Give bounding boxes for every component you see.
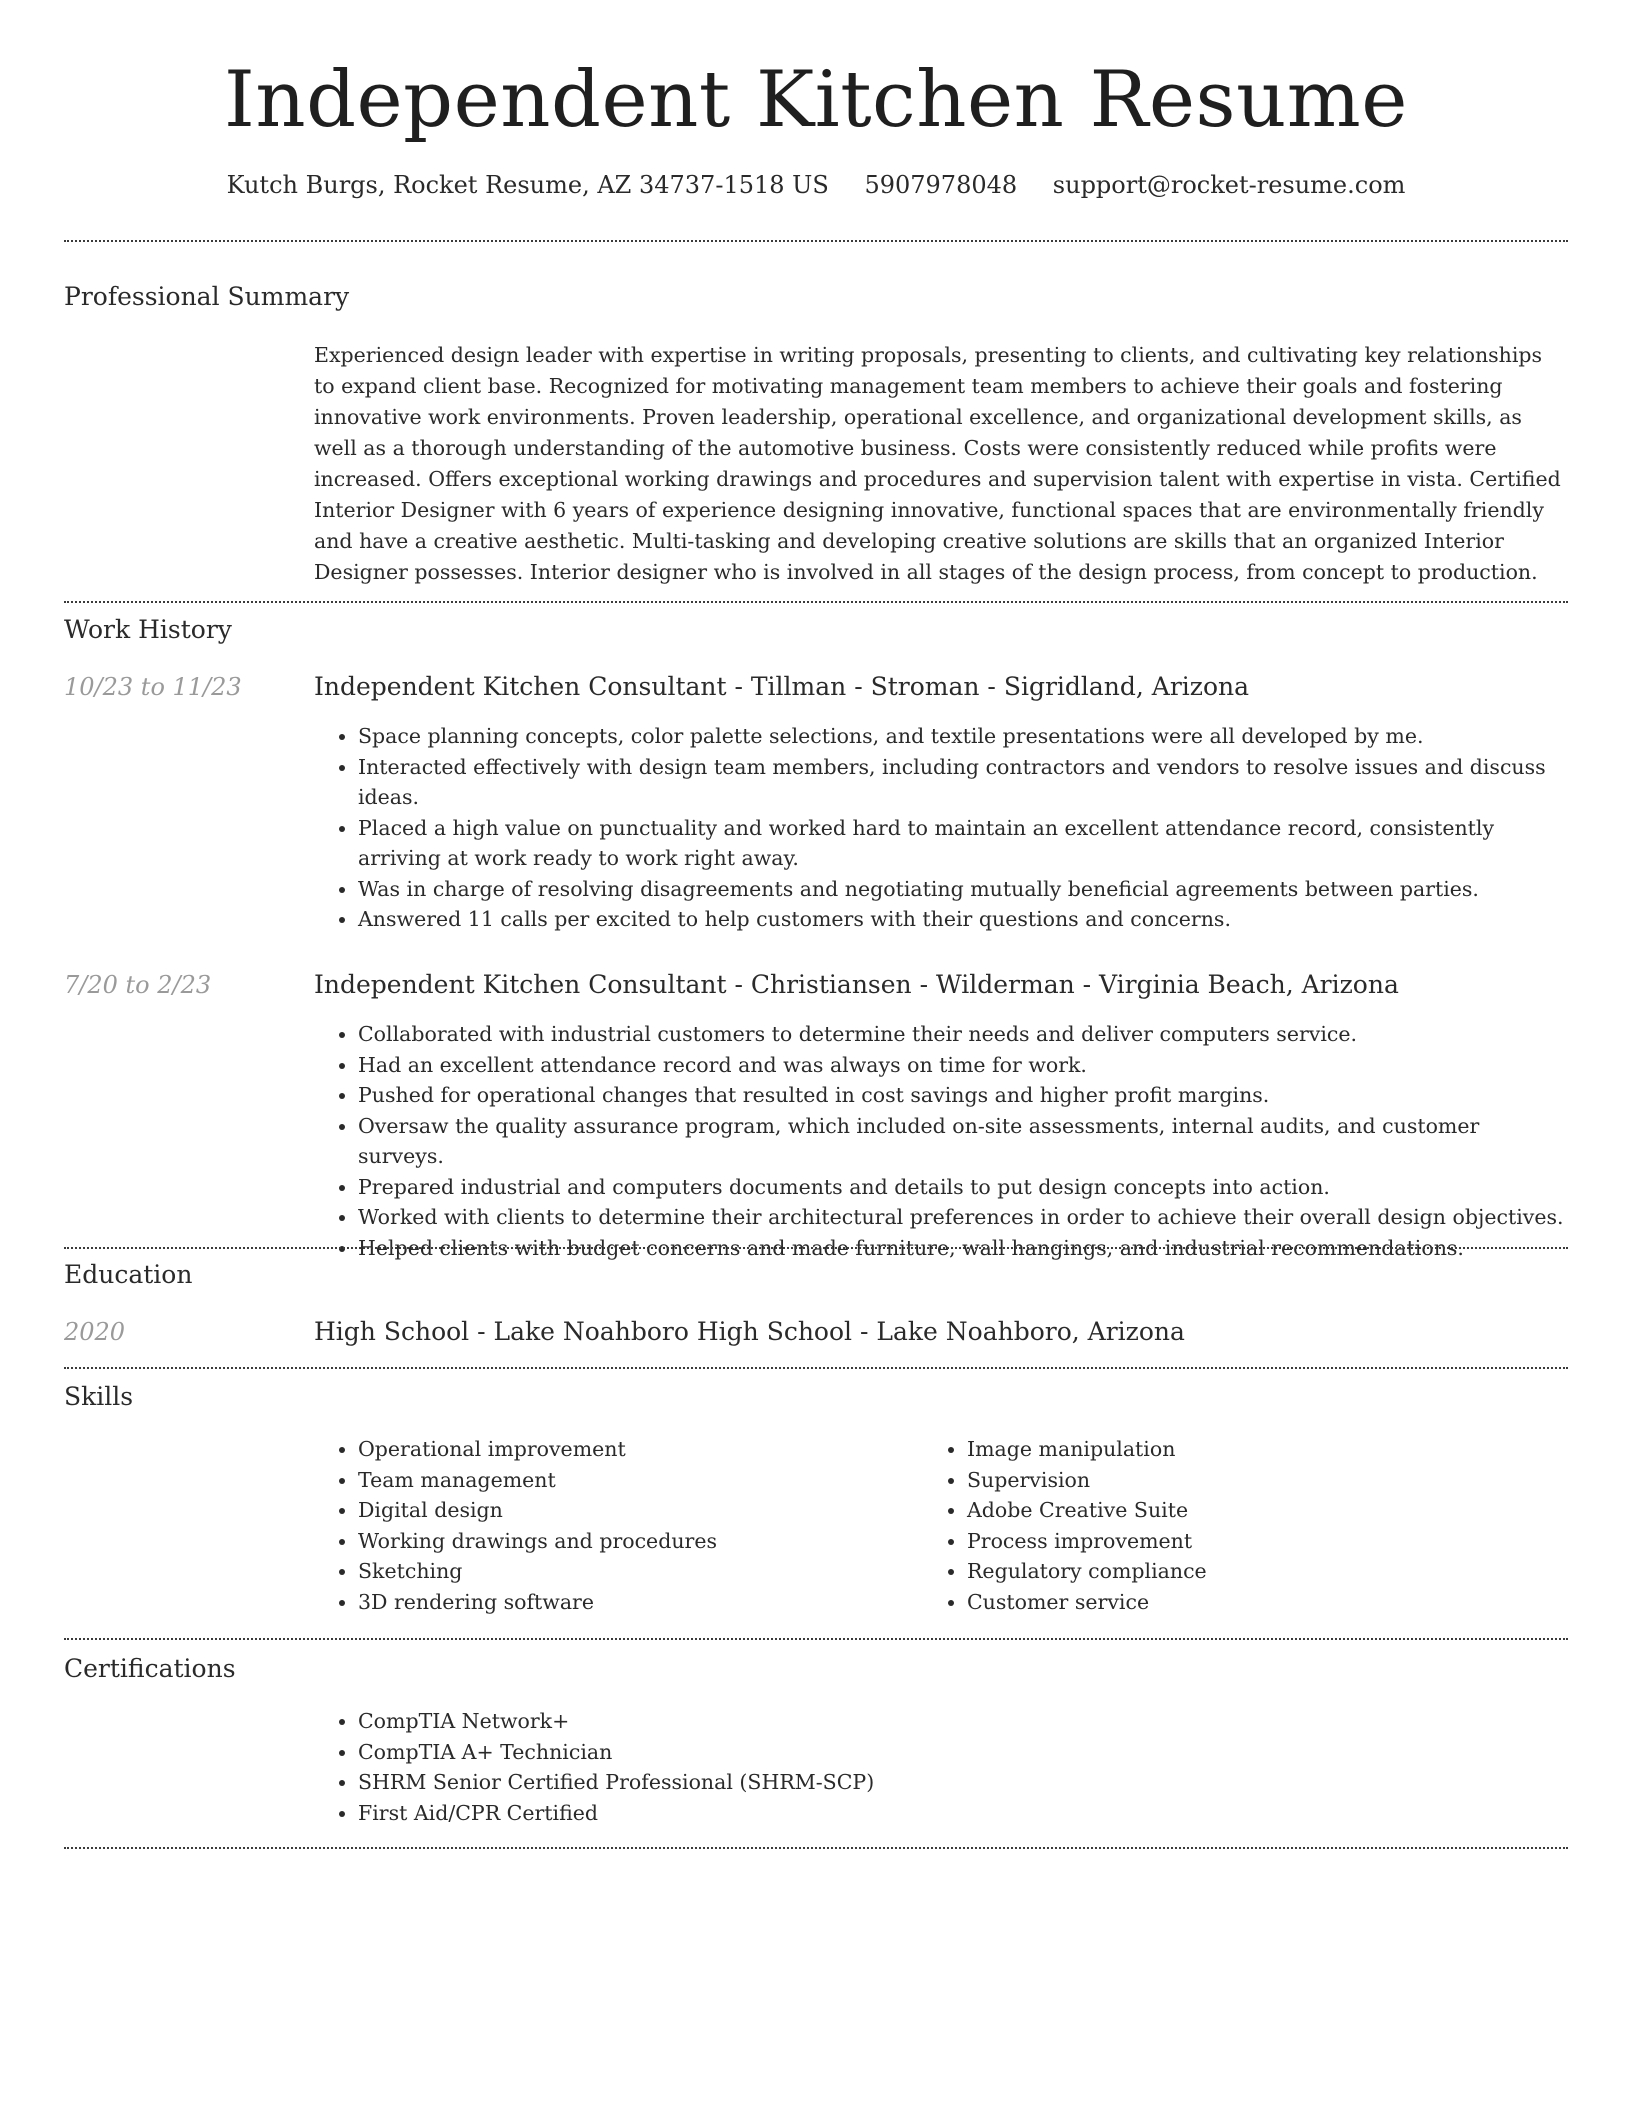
divider: [64, 1247, 1568, 1249]
list-item: • First Aid/CPR Certified: [358, 1798, 1568, 1829]
list-item: • CompTIA Network+: [358, 1706, 1568, 1737]
divider: [64, 240, 1568, 242]
list-item: • Process improvement: [967, 1526, 1563, 1557]
list-item: • Prepared industrial and computers documents and details to put design concepts into action.: [358, 1172, 1568, 1203]
divider: [64, 1367, 1568, 1369]
contact-phone: 5907978048: [864, 171, 1018, 199]
list-item: • 3D rendering software: [358, 1587, 914, 1618]
section-title-skills: Skills: [64, 1382, 134, 1411]
list-item: • Supervision: [967, 1465, 1563, 1496]
list-item: • Oversaw the quality assurance program, which included on-site assessments, internal audits, and customer surveys.: [358, 1111, 1568, 1172]
list-item: • Space planning concepts, color palette selections, and textile presentations were all developed by me.: [358, 721, 1568, 752]
divider: [64, 1847, 1568, 1849]
skills-list-left: [314, 1434, 914, 1617]
summary-text: Experienced design leader with expertise in writing proposals, presenting to clients, and cultivating key relationships to expand client base. Recognized for motivating management team members to achieve their goals and fostering innovative work environments. Proven leadership, operational excellence, and organizational development skills, as well as a thorough understanding of the automotive business. Costs were consistently reduced while profits were increased. Offers exceptional working drawings and procedures and supervision talent with expertise in vista. Certified Interior Designer with 6 years of experience designing innovative, functional spaces that are environmentally friendly and have a creative aesthetic. Multi-tasking and developing creative solutions are skills that an organized Interior Designer possesses. Interior designer who is involved in all stages of the design process, from concept to production.: [314, 343, 1561, 584]
list-item: • Answered 11 calls per excited to help customers with their questions and concerns.: [358, 904, 1568, 935]
job-title: Independent Kitchen Consultant - Christiansen - Wilderman - Virginia Beach, Arizona: [314, 970, 1399, 999]
list-item: • CompTIA A+ Technician: [358, 1737, 1568, 1768]
list-item: • Customer service: [967, 1587, 1563, 1618]
list-item: • Working drawings and procedures: [358, 1526, 914, 1557]
list-item: • Had an excellent attendance record and was always on time for work.: [358, 1050, 1568, 1081]
list-item: • Team management: [358, 1465, 914, 1496]
skills-list-right: [923, 1434, 1563, 1617]
list-item: • SHRM Senior Certified Professional (SHRM-SCP): [358, 1767, 1568, 1798]
divider: [64, 1638, 1568, 1640]
list-item: • Helped clients with budget concerns and made furniture, wall hangings, and industrial recommendations.: [358, 1233, 1568, 1264]
job-bullets: [314, 721, 1568, 935]
certifications-list: [314, 1706, 1568, 1828]
resume-title: Independent Kitchen Resume: [224, 55, 1408, 145]
section-title-certifications: Certifications: [64, 1654, 236, 1683]
job-title: Independent Kitchen Consultant - Tillman - Stroman - Sigridland, Arizona: [314, 672, 1250, 701]
list-item: • Regulatory compliance: [967, 1556, 1563, 1587]
list-item: • Sketching: [358, 1556, 914, 1587]
section-title-work-history: Work History: [64, 615, 232, 644]
list-item: • Digital design: [358, 1495, 914, 1526]
education-year: 2020: [64, 1318, 126, 1346]
list-item: • Interacted effectively with design team members, including contractors and vendors to resolve issues and discuss ideas.: [358, 752, 1568, 813]
job-bullets: [314, 1019, 1568, 1263]
list-item: • Collaborated with industrial customers to determine their needs and deliver computers service.: [358, 1019, 1568, 1050]
list-item: • Worked with clients to determine their architectural preferences in order to achieve their overall design objectives.: [358, 1202, 1568, 1233]
divider: [64, 601, 1568, 603]
list-item: • Pushed for operational changes that resulted in cost savings and higher profit margins.: [358, 1080, 1568, 1111]
section-title-education: Education: [64, 1260, 193, 1289]
contact-address: Kutch Burgs, Rocket Resume, AZ 34737-1518 US: [226, 171, 829, 199]
list-item: • Adobe Creative Suite: [967, 1495, 1563, 1526]
list-item: • Operational improvement: [358, 1434, 914, 1465]
section-title-summary: Professional Summary: [64, 282, 350, 311]
list-item: • Image manipulation: [967, 1434, 1563, 1465]
list-item: • Placed a high value on punctuality and worked hard to maintain an excellent attendance record, consistently arriving at work ready to work right away.: [358, 813, 1568, 874]
job-dates: 7/20 to 2/23: [64, 971, 212, 999]
list-item: • Was in charge of resolving disagreements and negotiating mutually beneficial agreements between parties.: [358, 874, 1568, 905]
contact-line: [0, 168, 1632, 202]
job-dates: 10/23 to 11/23: [64, 673, 242, 701]
education-entry: High School - Lake Noahboro High School - Lake Noahboro, Arizona: [314, 1317, 1185, 1346]
contact-email[interactable]: support@rocket-resume.com: [1052, 171, 1406, 199]
